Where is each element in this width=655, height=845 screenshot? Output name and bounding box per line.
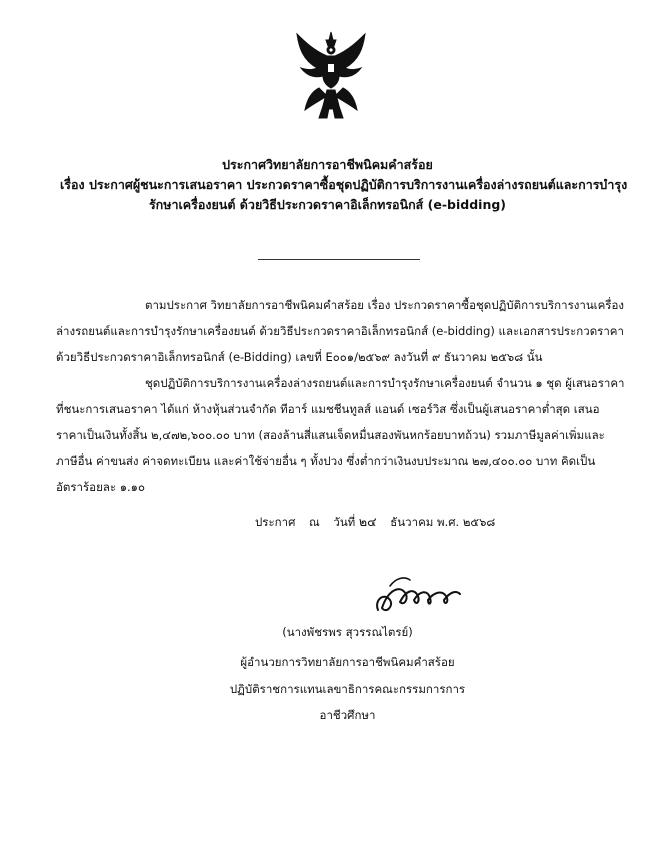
announcement-date bbox=[255, 512, 495, 532]
header-line-2: เรื่อง ประกาศผู้ชนะการเสนอราคา ประกวดราคาซื้อชุดปฏิบัติการบริการงานเครื่องล่างรถยนต์และการบำรุง bbox=[60, 177, 628, 192]
paragraph-2-line-3: ราคาเป็นเงินทั้งสิ้น ๒,๔๗๒,๖๐๐.๐๐ บาท (สองล้านสี่แสนเจ็ดหมื่นสองพันหกร้อยบาทถ้วน) รวมภาษีมูลค่าเพิ่มและ bbox=[56, 428, 605, 442]
announcement-header bbox=[60, 155, 628, 215]
signatory-name: (นางพัชรพร สุวรรณไตรย์) bbox=[282, 625, 413, 639]
announce-day: ๒๔ bbox=[358, 514, 377, 529]
header-line-1: ประกาศวิทยาลัยการอาชีพนิคมคำสร้อย bbox=[222, 157, 433, 172]
announce-day-label: วันที่ bbox=[333, 515, 356, 529]
signatory-title-1: ผู้อำนวยการวิทยาลัยการอาชีพนิคมคำสร้อย bbox=[240, 655, 455, 669]
announce-month-year: ธันวาคม พ.ศ. ๒๕๖๘ bbox=[390, 515, 496, 529]
paragraph-2-line-1: ชุดปฏิบัติการบริการงานเครื่องล่างรถยนต์และการบำรุงรักษาเครื่องยนต์ จำนวน ๑ ชุด ผู้เสนอราคา bbox=[145, 376, 625, 390]
paragraph-2-line-2: ที่ชนะการเสนอราคา ได้แก่ ห้างหุ้นส่วนจำกัด ทีอาร์ แมชชีนทูลส์ แอนด์ เซอร์วิส ซึ่งเป็นผู้เสนอราคาต่ำสุด เสนอ bbox=[56, 402, 600, 416]
garuda-emblem-icon bbox=[293, 30, 369, 122]
paragraph-1-line-3: ด้วยวิธีประกวดราคาอิเล็กทรอนิกส์ (e-Bidding) เลขที่ E๐๐๑/๒๕๖๙ ลงวันที่ ๙ ธันวาคม ๒๕๖๘ นั้น bbox=[56, 350, 543, 364]
announce-prefix: ประกาศ bbox=[255, 515, 296, 529]
signatory-title-2: ปฏิบัติราชการแทนเลขาธิการคณะกรรมการการ bbox=[229, 682, 466, 696]
header-divider bbox=[258, 259, 420, 260]
paragraph-1-line-2: ล่างรถยนต์และการบำรุงรักษาเครื่องยนต์ ด้วยวิธีประกวดราคาอิเล็กทรอนิกส์ (e-bidding) และเอกสารประกวดราคา bbox=[56, 324, 624, 338]
paragraph-1-line-1: ตามประกาศ วิทยาลัยการอาชีพนิคมคำสร้อย เรื่อง ประกวดราคาซื้อชุดปฏิบัติการบริการงานเครื่อง bbox=[145, 298, 624, 312]
paragraph-2-line-4: ภาษีอื่น ค่าขนส่ง ค่าจดทะเบียน และค่าใช้จ่ายอื่น ๆ ทั้งปวง ซึ่งต่ำกว่าเงินงบประมาณ ๒๗,๔๐๐.๐๐ บาท คิดเป็น bbox=[56, 454, 596, 468]
paragraph-2-line-5: อัตราร้อยละ ๑.๑๐ bbox=[56, 480, 145, 494]
handwritten-signature-icon bbox=[370, 570, 465, 620]
header-line-3: รักษาเครื่องยนต์ ด้วยวิธีประกวดราคาอิเล็กทรอนิกส์ (e-bidding) bbox=[148, 197, 507, 212]
signatory-title-3: อาชีวศึกษา bbox=[319, 708, 376, 722]
announce-at: ณ bbox=[309, 515, 320, 529]
